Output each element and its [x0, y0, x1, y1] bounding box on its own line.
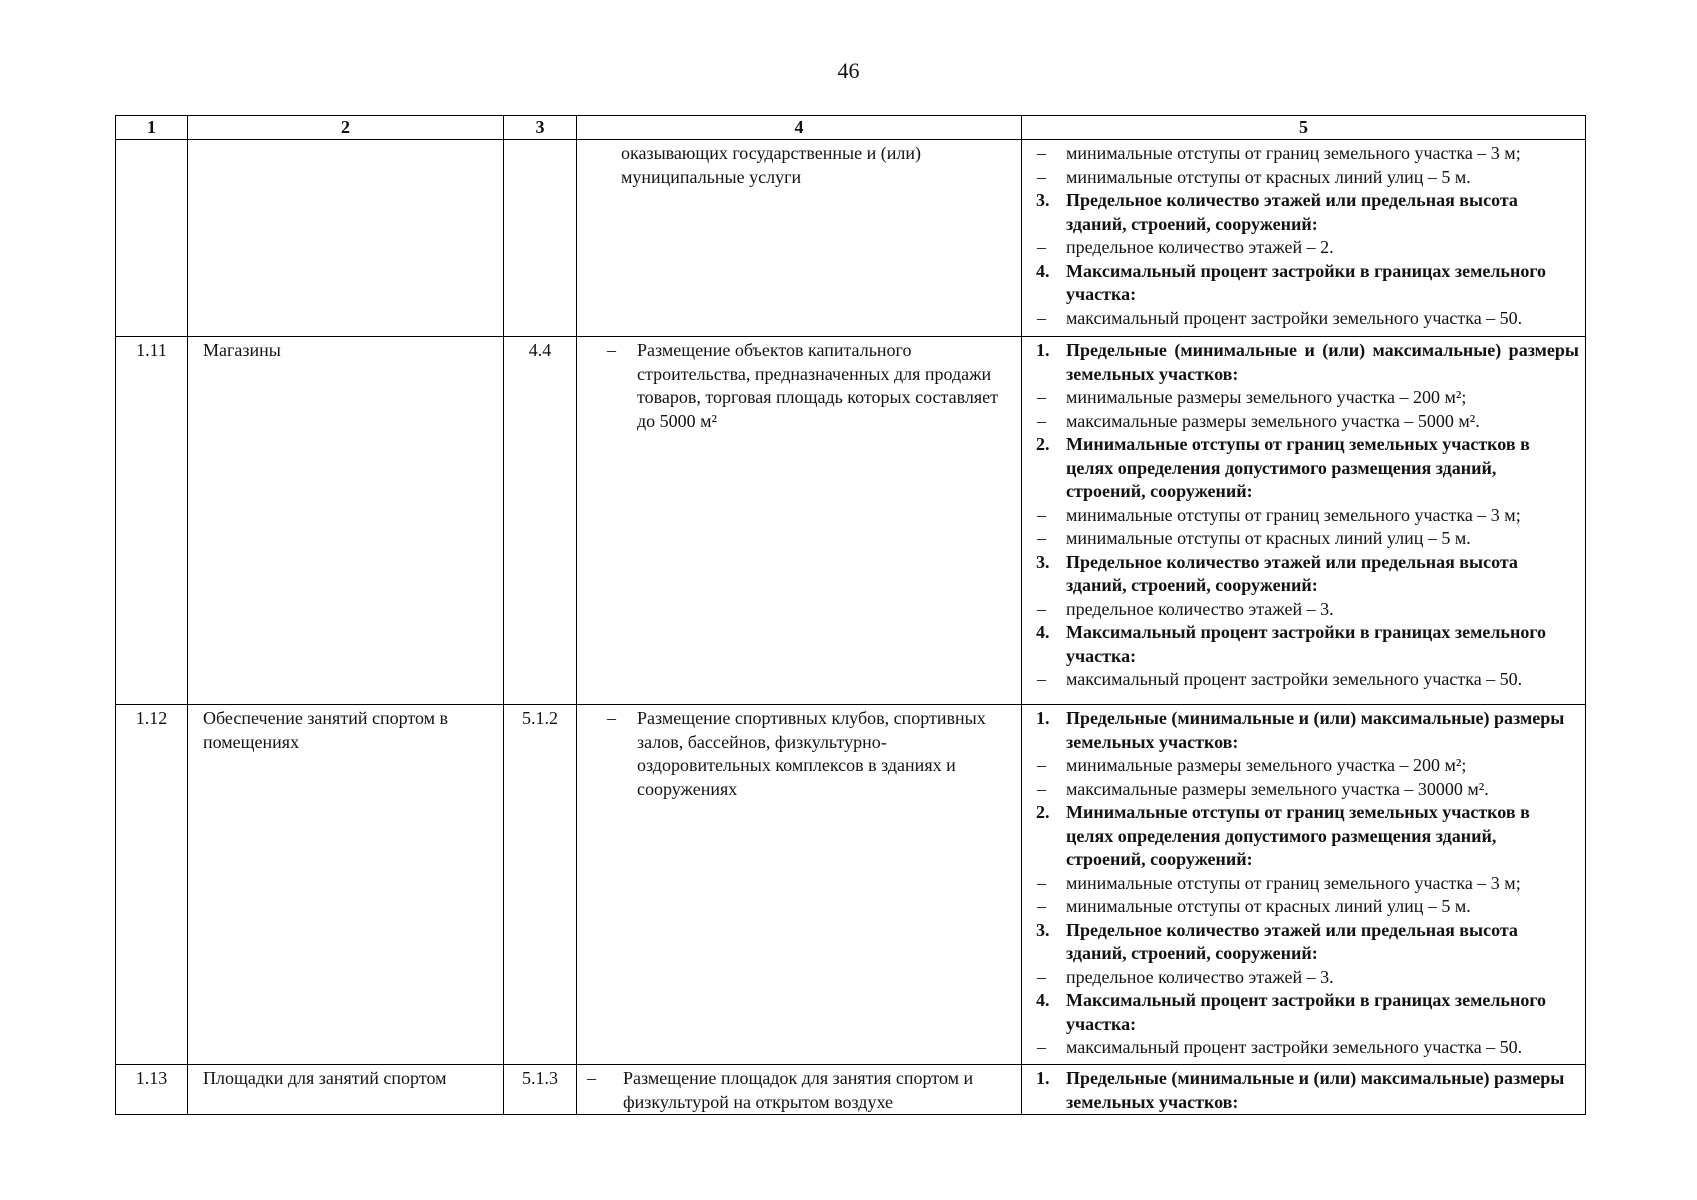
- page-number: 46: [837, 58, 860, 83]
- param-item: – максимальный процент застройки земельного участка – 50.: [1037, 669, 1523, 689]
- param-heading: 4. Максимальный процент застройки в границах земельного участка:: [1036, 622, 1547, 666]
- row-number: 1.13: [116, 1065, 188, 1115]
- param-item: – максимальный процент застройки земельного участка – 50.: [1037, 1037, 1523, 1057]
- param-heading: 1. Предельные (минимальные и (или) максимальные) размеры земельных участков:: [1036, 1068, 1565, 1112]
- header-col-3: 3: [504, 116, 577, 140]
- regulations-table: [115, 115, 1586, 1115]
- row-name: Площадки для занятий спортом: [188, 1065, 504, 1115]
- param-item: – минимальные отступы от границ земельного участка – 3 м;: [1037, 504, 1521, 525]
- row-number: 1.12: [116, 705, 188, 1065]
- param-item: – минимальные отступы от границ земельного участка – 3 м;: [1037, 872, 1521, 893]
- param-heading: 1. Предельные (минимальные и (или) максимальные) размеры земельных участков:: [1036, 340, 1579, 384]
- row-description: [577, 140, 1022, 337]
- table-row: [116, 140, 1586, 337]
- param-item: – минимальные отступы от границ земельного участка – 3 м;: [1037, 143, 1521, 163]
- param-item: – минимальные отступы от красных линий улиц – 5 м.: [1037, 896, 1471, 916]
- param-heading: 4. Максимальный процент застройки в границах земельного участка:: [1036, 990, 1547, 1034]
- row-parameters: [1022, 337, 1586, 705]
- row-number: 1.11: [116, 337, 188, 705]
- param-item: – максимальный процент застройки земельного участка – 50.: [1037, 307, 1523, 328]
- row-parameters: [1022, 140, 1586, 337]
- param-heading: 1. Предельные (минимальные и (или) максимальные) размеры земельных участков:: [1036, 708, 1565, 752]
- table-row: [116, 1065, 1586, 1115]
- header-col-2: 2: [188, 116, 504, 140]
- row-number: [116, 140, 188, 337]
- param-heading: 3. Предельное количество этажей или предельная высота зданий, строений, сооружений:: [1036, 551, 1518, 595]
- param-item: – минимальные отступы от красных линий улиц – 5 м.: [1037, 166, 1471, 187]
- param-item: – минимальные отступы от красных линий улиц – 5 м.: [1037, 528, 1471, 548]
- row-description: [577, 1065, 1022, 1115]
- row-name: [188, 140, 504, 337]
- row-description: [577, 337, 1022, 705]
- description-item: – Размещение площадок для занятия спортом и физкультурой на открытом воздухе: [587, 1068, 974, 1112]
- param-heading: 2. Минимальные отступы от границ земельных участков в целях определения допустимого размещения зданий, строений, сооружений:: [1036, 802, 1530, 869]
- param-item: – предельное количество этажей – 3.: [1037, 598, 1334, 619]
- row-parameters: [1022, 1065, 1586, 1115]
- param-item: – минимальные размеры земельного участка – 200 м²;: [1037, 387, 1467, 407]
- table-row: [116, 337, 1586, 705]
- description-item: – Размещение спортивных клубов, спортивных залов, бассейнов, физкультурно-оздоровительных комплексов в зданиях и сооружениях: [607, 708, 986, 799]
- param-item: – максимальные размеры земельного участка – 30000 м².: [1037, 778, 1489, 799]
- row-name: Магазины: [188, 337, 504, 705]
- row-code: [504, 140, 577, 337]
- param-heading: 3. Предельное количество этажей или предельная высота зданий, строений, сооружений:: [1036, 190, 1518, 234]
- table-row: [116, 705, 1586, 1065]
- row-code: 4.4: [504, 337, 577, 705]
- row-code: 5.1.3: [504, 1065, 577, 1115]
- param-heading: 3. Предельное количество этажей или предельная высота зданий, строений, сооружений:: [1036, 919, 1518, 963]
- param-heading: 4. Максимальный процент застройки в границах земельного участка:: [1036, 260, 1547, 304]
- param-item: – минимальные размеры земельного участка – 200 м²;: [1037, 755, 1467, 775]
- row-name: Обеспечение занятий спортом в помещениях: [188, 705, 504, 1065]
- header-col-4: 4: [577, 116, 1022, 140]
- row-code: 5.1.2: [504, 705, 577, 1065]
- description-continuation: оказывающих государственные и (или) муниципальные услуги: [621, 143, 921, 187]
- header-row: [116, 116, 1586, 140]
- description-item: – Размещение объектов капитального строительства, предназначенных для продажи товаров, торговая площадь которых составляет до 5000 м²: [607, 340, 999, 431]
- param-heading: 2. Минимальные отступы от границ земельных участков в целях определения допустимого размещения зданий, строений, сооружений:: [1036, 434, 1530, 501]
- param-item: – предельное количество этажей – 2.: [1037, 237, 1334, 257]
- param-item: – предельное количество этажей – 3.: [1037, 966, 1334, 987]
- row-description: [577, 705, 1022, 1065]
- header-col-1: 1: [116, 116, 188, 140]
- row-parameters: [1022, 705, 1586, 1065]
- param-item: – максимальные размеры земельного участка – 5000 м².: [1037, 410, 1480, 431]
- header-col-5: 5: [1022, 116, 1586, 140]
